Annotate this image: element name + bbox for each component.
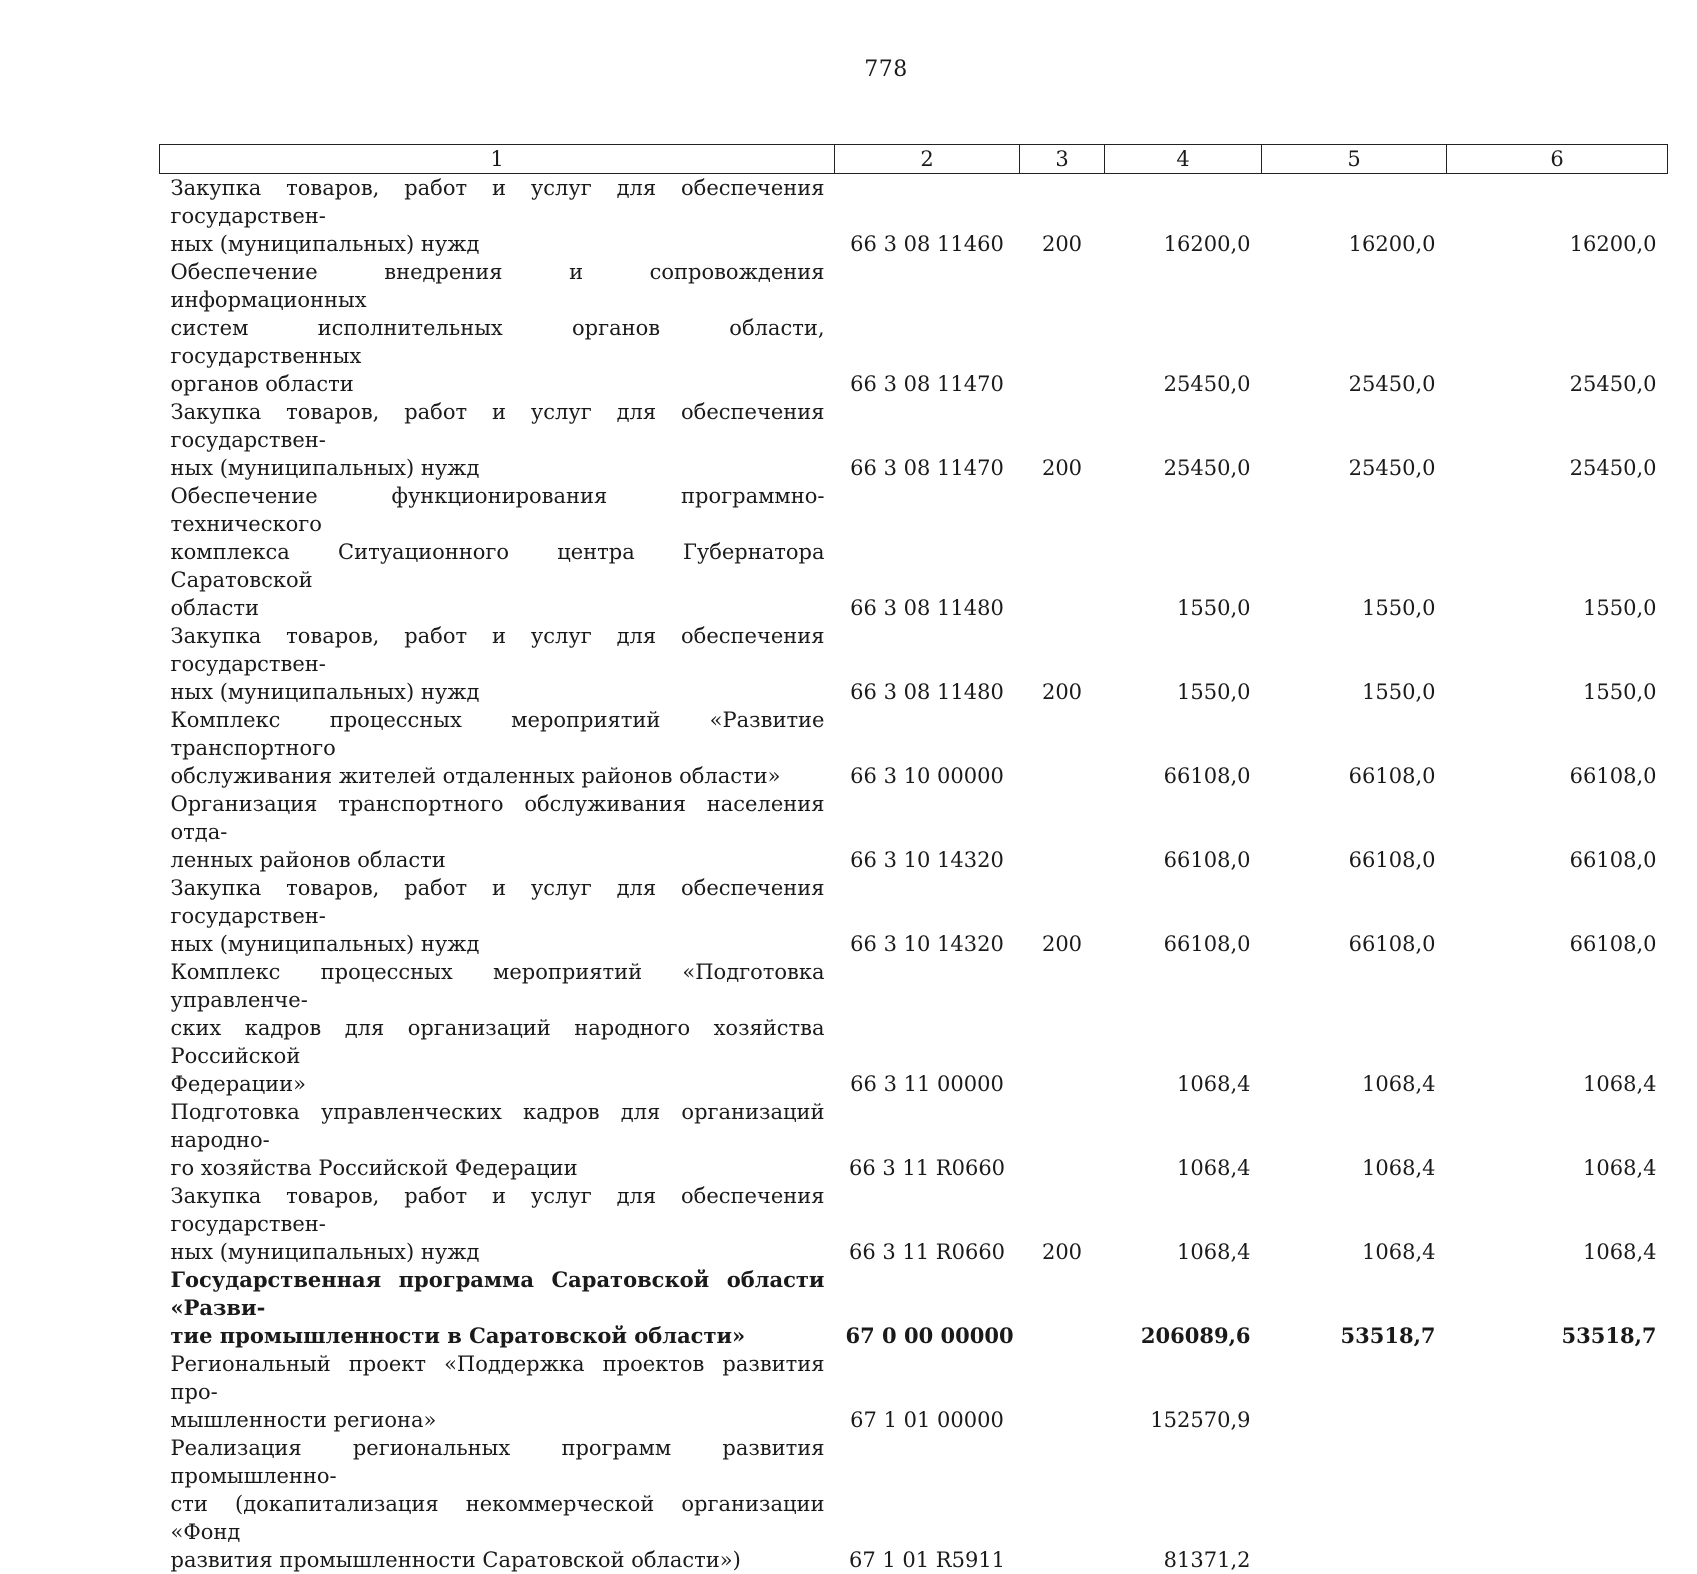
description-line: Обеспечение функционирования программно-технического: [171, 482, 825, 538]
expense-type-code: [1020, 790, 1105, 874]
description-line: органов области: [171, 370, 825, 398]
amount-col5: 16200,0: [1262, 174, 1447, 259]
description-line: Закупка товаров, работ и услуг для обеспечения государствен-: [171, 398, 825, 454]
description-line: ных (муниципальных) нужд: [171, 1238, 825, 1266]
amount-col6: 53518,7: [1447, 1266, 1668, 1350]
budget-table: [159, 144, 1668, 1574]
description-line: Закупка товаров, работ и услуг для обеспечения государствен-: [171, 874, 825, 930]
target-article-code: 67 1 01 00000: [835, 1350, 1020, 1434]
description-line: ных (муниципальных) нужд: [171, 930, 825, 958]
expense-type-code: 200: [1020, 622, 1105, 706]
table-row: [160, 874, 1668, 958]
amount-col5: 1068,4: [1262, 958, 1447, 1098]
amount-col5: 66108,0: [1262, 706, 1447, 790]
table-row: [160, 482, 1668, 622]
column-header-3: 3: [1020, 145, 1105, 174]
table-row: [160, 706, 1668, 790]
table-row: [160, 1182, 1668, 1266]
table-row: [160, 258, 1668, 398]
target-article-code: 67 0 00 00000: [835, 1266, 1020, 1350]
target-article-code: 66 3 11 R0660: [835, 1098, 1020, 1182]
expense-type-code: [1020, 258, 1105, 398]
amount-col6: 16200,0: [1447, 174, 1668, 259]
amount-col4: 66108,0: [1105, 874, 1262, 958]
target-article-code: 66 3 08 11470: [835, 258, 1020, 398]
target-article-code: 66 3 10 14320: [835, 874, 1020, 958]
amount-col6: 25450,0: [1447, 398, 1668, 482]
target-article-code: 66 3 11 00000: [835, 958, 1020, 1098]
description-line: ленных районов области: [171, 846, 825, 874]
row-description: [160, 1182, 835, 1266]
amount-col4: 1550,0: [1105, 482, 1262, 622]
amount-col4: 1068,4: [1105, 1182, 1262, 1266]
amount-col6: 1068,4: [1447, 958, 1668, 1098]
description-line: ных (муниципальных) нужд: [171, 678, 825, 706]
target-article-code: 66 3 08 11470: [835, 398, 1020, 482]
description-line: Реализация региональных программ развития промышленно-: [171, 1434, 825, 1490]
amount-col6: [1447, 1350, 1668, 1434]
amount-col5: 25450,0: [1262, 398, 1447, 482]
description-line: Закупка товаров, работ и услуг для обеспечения государствен-: [171, 622, 825, 678]
amount-col5: 1550,0: [1262, 482, 1447, 622]
description-line: Обеспечение внедрения и сопровождения информационных: [171, 258, 825, 314]
amount-col6: 1550,0: [1447, 622, 1668, 706]
row-description: [160, 482, 835, 622]
row-description: [160, 706, 835, 790]
description-line: ных (муниципальных) нужд: [171, 230, 825, 258]
description-line: Комплекс процессных мероприятий «Развитие транспортного: [171, 706, 825, 762]
description-line: развития промышленности Саратовской области»): [171, 1546, 825, 1574]
amount-col5: 1068,4: [1262, 1182, 1447, 1266]
description-line: Закупка товаров, работ и услуг для обеспечения государствен-: [171, 1182, 825, 1238]
target-article-code: 66 3 08 11480: [835, 622, 1020, 706]
expense-type-code: [1020, 958, 1105, 1098]
row-description: [160, 1266, 835, 1350]
row-description: [160, 622, 835, 706]
table-row: [160, 1266, 1668, 1350]
amount-col5: [1262, 1434, 1447, 1574]
description-line: Федерации»: [171, 1070, 825, 1098]
amount-col5: 66108,0: [1262, 790, 1447, 874]
description-line: тие промышленности в Саратовской области»: [171, 1322, 825, 1350]
description-line: систем исполнительных органов области, государственных: [171, 314, 825, 370]
amount-col6: 66108,0: [1447, 874, 1668, 958]
target-article-code: 66 3 08 11460: [835, 174, 1020, 259]
row-description: [160, 398, 835, 482]
amount-col5: 25450,0: [1262, 258, 1447, 398]
description-line: Комплекс процессных мероприятий «Подготовка управленче-: [171, 958, 825, 1014]
row-description: [160, 258, 835, 398]
expense-type-code: [1020, 1098, 1105, 1182]
row-description: [160, 1434, 835, 1574]
target-article-code: 66 3 08 11480: [835, 482, 1020, 622]
target-article-code: 66 3 10 14320: [835, 790, 1020, 874]
amount-col6: 66108,0: [1447, 790, 1668, 874]
expense-type-code: 200: [1020, 174, 1105, 259]
amount-col4: 81371,2: [1105, 1434, 1262, 1574]
description-line: мышленности региона»: [171, 1406, 825, 1434]
expense-type-code: [1020, 482, 1105, 622]
table-row: [160, 622, 1668, 706]
table-row: [160, 790, 1668, 874]
amount-col4: 1068,4: [1105, 1098, 1262, 1182]
target-article-code: 66 3 10 00000: [835, 706, 1020, 790]
column-header-4: 4: [1105, 145, 1262, 174]
amount-col5: 66108,0: [1262, 874, 1447, 958]
amount-col4: 152570,9: [1105, 1350, 1262, 1434]
table-row: [160, 398, 1668, 482]
row-description: [160, 1350, 835, 1434]
row-description: [160, 790, 835, 874]
amount-col4: 25450,0: [1105, 258, 1262, 398]
amount-col5: 1550,0: [1262, 622, 1447, 706]
target-article-code: 66 3 11 R0660: [835, 1182, 1020, 1266]
amount-col5: [1262, 1350, 1447, 1434]
table-row: [160, 1350, 1668, 1434]
page-number: 778: [0, 57, 1697, 82]
column-header-2: 2: [835, 145, 1020, 174]
expense-type-code: [1020, 706, 1105, 790]
table-row: [160, 174, 1668, 259]
amount-col4: 66108,0: [1105, 706, 1262, 790]
amount-col4: 25450,0: [1105, 398, 1262, 482]
amount-col5: 1068,4: [1262, 1098, 1447, 1182]
description-line: ных (муниципальных) нужд: [171, 454, 825, 482]
amount-col4: 206089,6: [1105, 1266, 1262, 1350]
row-description: [160, 174, 835, 259]
description-line: Подготовка управленческих кадров для организаций народно-: [171, 1098, 825, 1154]
amount-col6: 1550,0: [1447, 482, 1668, 622]
amount-col6: 25450,0: [1447, 258, 1668, 398]
description-line: комплекса Ситуационного центра Губернатора Саратовской: [171, 538, 825, 594]
expense-type-code: 200: [1020, 1182, 1105, 1266]
expense-type-code: [1020, 1266, 1105, 1350]
table-body: [160, 174, 1668, 1574]
description-line: го хозяйства Российской Федерации: [171, 1154, 825, 1182]
expense-type-code: 200: [1020, 874, 1105, 958]
description-line: Региональный проект «Поддержка проектов развития про-: [171, 1350, 825, 1406]
amount-col4: 1550,0: [1105, 622, 1262, 706]
description-line: Государственная программа Саратовской области «Разви-: [171, 1266, 825, 1322]
column-header-6: 6: [1447, 145, 1668, 174]
target-article-code: 67 1 01 R5911: [835, 1434, 1020, 1574]
row-description: [160, 874, 835, 958]
amount-col6: 1068,4: [1447, 1182, 1668, 1266]
amount-col6: 66108,0: [1447, 706, 1668, 790]
amount-col4: 1068,4: [1105, 958, 1262, 1098]
table-row: [160, 1098, 1668, 1182]
row-description: [160, 1098, 835, 1182]
column-header-1: 1: [160, 145, 835, 174]
table-row: [160, 1434, 1668, 1574]
expense-type-code: [1020, 1350, 1105, 1434]
expense-type-code: [1020, 1434, 1105, 1574]
amount-col4: 66108,0: [1105, 790, 1262, 874]
description-line: сти (докапитализация некоммерческой организации «Фонд: [171, 1490, 825, 1546]
description-line: области: [171, 594, 825, 622]
expense-type-code: 200: [1020, 398, 1105, 482]
table-header: [160, 145, 1668, 174]
description-line: обслуживания жителей отдаленных районов области»: [171, 762, 825, 790]
amount-col6: 1068,4: [1447, 1098, 1668, 1182]
description-line: Организация транспортного обслуживания населения отда-: [171, 790, 825, 846]
description-line: ских кадров для организаций народного хозяйства Российской: [171, 1014, 825, 1070]
row-description: [160, 958, 835, 1098]
amount-col6: [1447, 1434, 1668, 1574]
description-line: Закупка товаров, работ и услуг для обеспечения государствен-: [171, 174, 825, 230]
amount-col4: 16200,0: [1105, 174, 1262, 259]
table-row: [160, 958, 1668, 1098]
amount-col5: 53518,7: [1262, 1266, 1447, 1350]
column-header-5: 5: [1262, 145, 1447, 174]
